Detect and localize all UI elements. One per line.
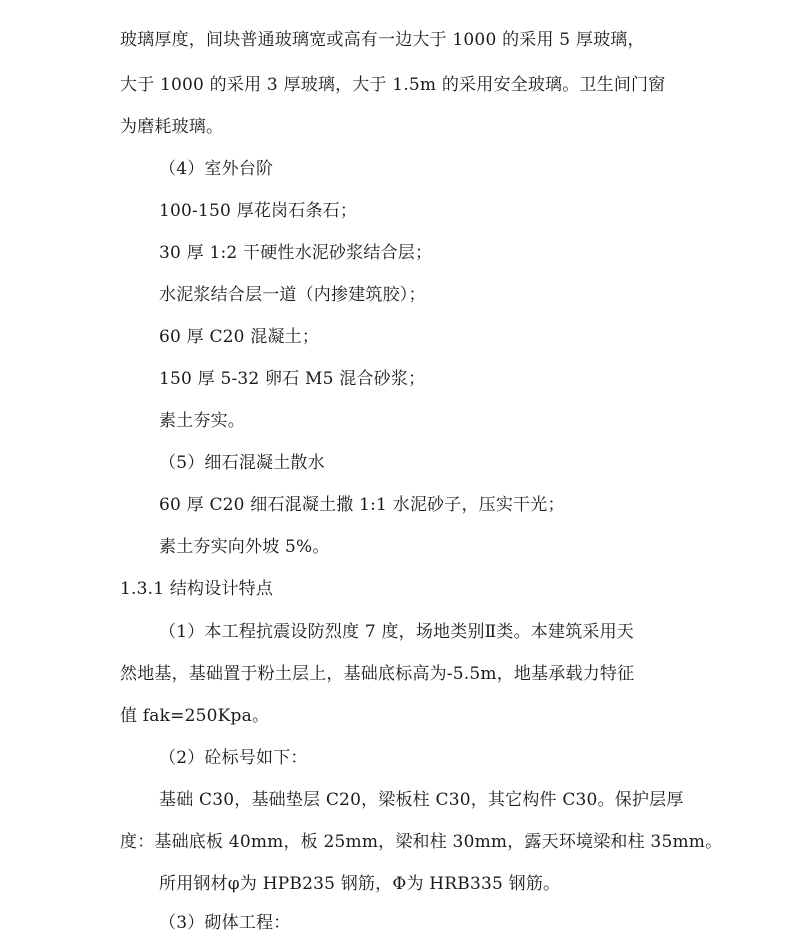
section-heading: 1.3.1 结构设计特点 [120,579,274,599]
text-line: 素土夯实。 [159,411,245,431]
text-line: （1）本工程抗震设防烈度 7 度，场地类别Ⅱ类。本建筑采用天 [159,622,634,642]
text-line: 60 厚 C20 细石混凝土撒 1:1 水泥砂子，压实干光； [159,495,565,515]
section-heading: （2）砼标号如下： [159,748,308,768]
text-line: 基础 C30，基础垫层 C20，梁板柱 C30，其它构件 C30。保护层厚 [159,790,684,810]
text-line: 60 厚 C20 混凝土； [159,327,320,347]
text-line: 度：基础底板 40mm，板 25mm，梁和柱 30mm，露天环境梁和柱 35mm。 [120,832,723,852]
text-line: 值 fak=250Kpa。 [120,706,270,726]
text-line: 水泥浆结合层一道（内掺建筑胶）； [159,285,426,305]
text-line: 30 厚 1:2 干硬性水泥砂浆结合层； [159,243,433,263]
section-heading: （4）室外台阶 [159,159,274,179]
section-heading: （3）砌体工程： [159,913,291,933]
text-line: 然地基，基础置于粉土层上，基础底标高为-5.5m，地基承载力特征 [120,664,635,684]
text-line: 100-150 厚花岗石条石； [159,201,358,221]
text-line: 为磨耗玻璃。 [120,117,224,137]
text-line: 所用钢材φ为 HPB235 钢筋，Φ为 HRB335 钢筋。 [159,874,561,894]
section-heading: （5）细石混凝土散水 [159,453,325,473]
text-line: 150 厚 5-32 卵石 M5 混合砂浆； [159,369,426,389]
text-line: 素土夯实向外坡 5%。 [159,537,330,557]
text-line: 大于 1000 的采用 3 厚玻璃，大于 1.5m 的采用安全玻璃。卫生间门窗 [120,75,666,95]
text-line: 玻璃厚度，间块普通玻璃宽或高有一边大于 1000 的采用 5 厚玻璃， [120,30,645,50]
